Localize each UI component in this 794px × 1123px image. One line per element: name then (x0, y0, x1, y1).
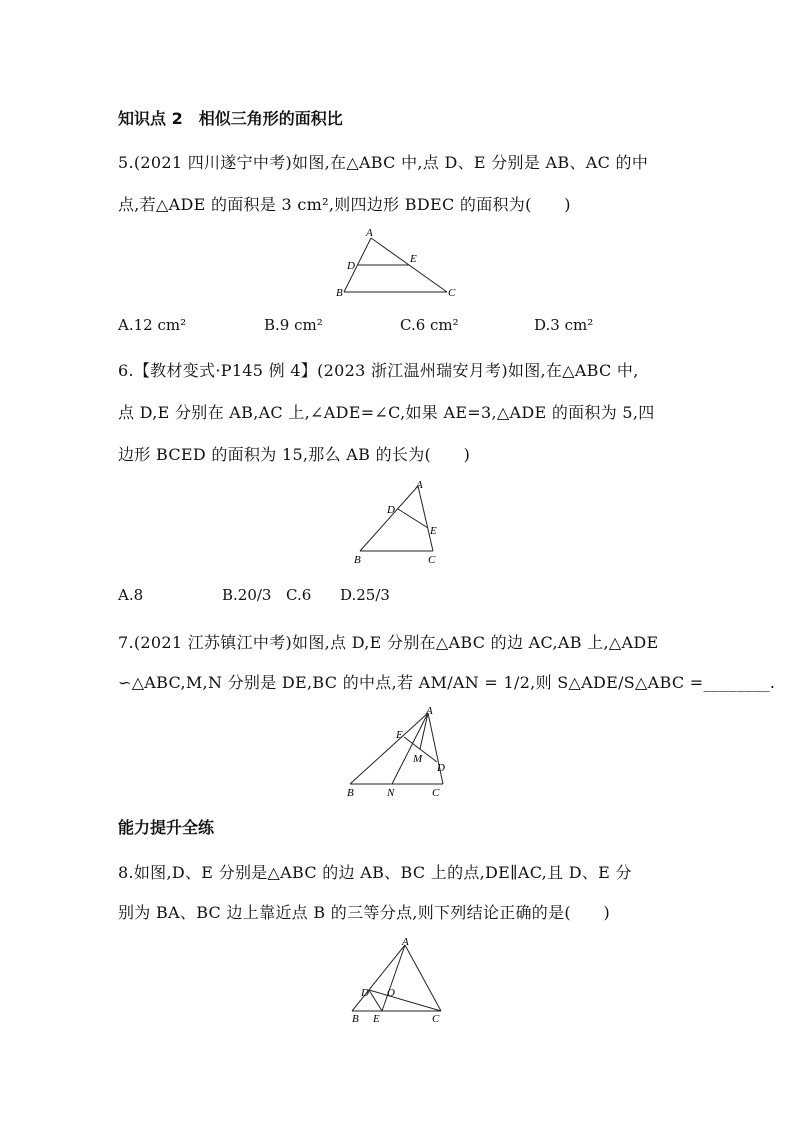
q6-option-c[interactable]: C.6 (286, 586, 312, 604)
q7-label-N: N (387, 787, 395, 799)
q6-option-b[interactable]: B.20/3 (222, 586, 272, 604)
q5-label-E: E (410, 253, 417, 265)
q5-label-B: B (336, 287, 343, 299)
q6-text-line-1: 6.【教材变式·P145 例 4】(2023 浙江温州瑞安月考)如图,在△ABC 中, (118, 361, 639, 380)
q6-label-B: B (354, 554, 361, 566)
q5-option-c[interactable]: C.6 cm² (400, 316, 459, 334)
q5-text-line-1: 5.(2021 四川遂宁中考)如图,在△ABC 中,点 D、E 分别是 AB、AC 的中 (118, 153, 649, 172)
q8-label-D: D (361, 987, 369, 999)
q6-label-D: D (387, 504, 395, 516)
q7-label-E: E (396, 729, 403, 741)
q5-label-D: D (347, 260, 355, 272)
q7-label-D: D (437, 762, 445, 774)
q7-label-B: B (347, 787, 354, 799)
q5-option-a[interactable]: A.12 cm² (118, 316, 187, 334)
q7-text-line-1: 7.(2021 江苏镇江中考)如图,点 D,E 分别在△ABC 的边 AC,AB 上,△ADE (118, 633, 659, 652)
q7-text-line-2: ∽△ABC,M,N 分别是 DE,BC 的中点,若 AM/AN = 1/2,则 S△ADE/S△ABC =________. (118, 673, 776, 692)
q6-option-d[interactable]: D.25/3 (340, 586, 390, 604)
q6-text-line-3: 边形 BCED 的面积为 15,那么 AB 的长为( ) (118, 445, 471, 464)
q6-label-A: A (416, 479, 423, 491)
section-heading-2: 能力提升全练 (118, 818, 215, 837)
q7-label-C: C (432, 787, 440, 799)
q8-label-E: E (373, 1013, 380, 1025)
section-heading-1: 知识点 2 相似三角形的面积比 (118, 109, 343, 128)
q5-text-line-2: 点,若△ADE 的面积是 3 cm²,则四边形 BDEC 的面积为( ) (118, 195, 571, 214)
q6-text-line-2: 点 D,E 分别在 AB,AC 上,∠ADE=∠C,如果 AE=3,△ADE 的面积为 5,四 (118, 403, 655, 422)
q8-label-O: O (387, 987, 395, 999)
q8-text-line-2: 别为 BA、BC 边上靠近点 B 的三等分点,则下列结论正确的是( ) (118, 903, 611, 922)
q6-option-a[interactable]: A.8 (118, 586, 144, 604)
q8-label-B: B (352, 1013, 359, 1025)
q5-option-d[interactable]: D.3 cm² (534, 316, 594, 334)
q8-label-C: C (432, 1013, 440, 1025)
q6-label-C: C (428, 554, 436, 566)
q7-label-M: M (413, 753, 423, 765)
q7-label-A: A (426, 705, 433, 717)
q5-label-C: C (448, 287, 456, 299)
q8-text-line-1: 8.如图,D、E 分别是△ABC 的边 AB、BC 上的点,DE∥AC,且 D、E 分 (118, 863, 632, 882)
q5-label-A: A (366, 227, 373, 239)
q8-label-A: A (402, 936, 409, 948)
q6-label-E: E (430, 525, 437, 537)
q5-option-b[interactable]: B.9 cm² (264, 316, 323, 334)
